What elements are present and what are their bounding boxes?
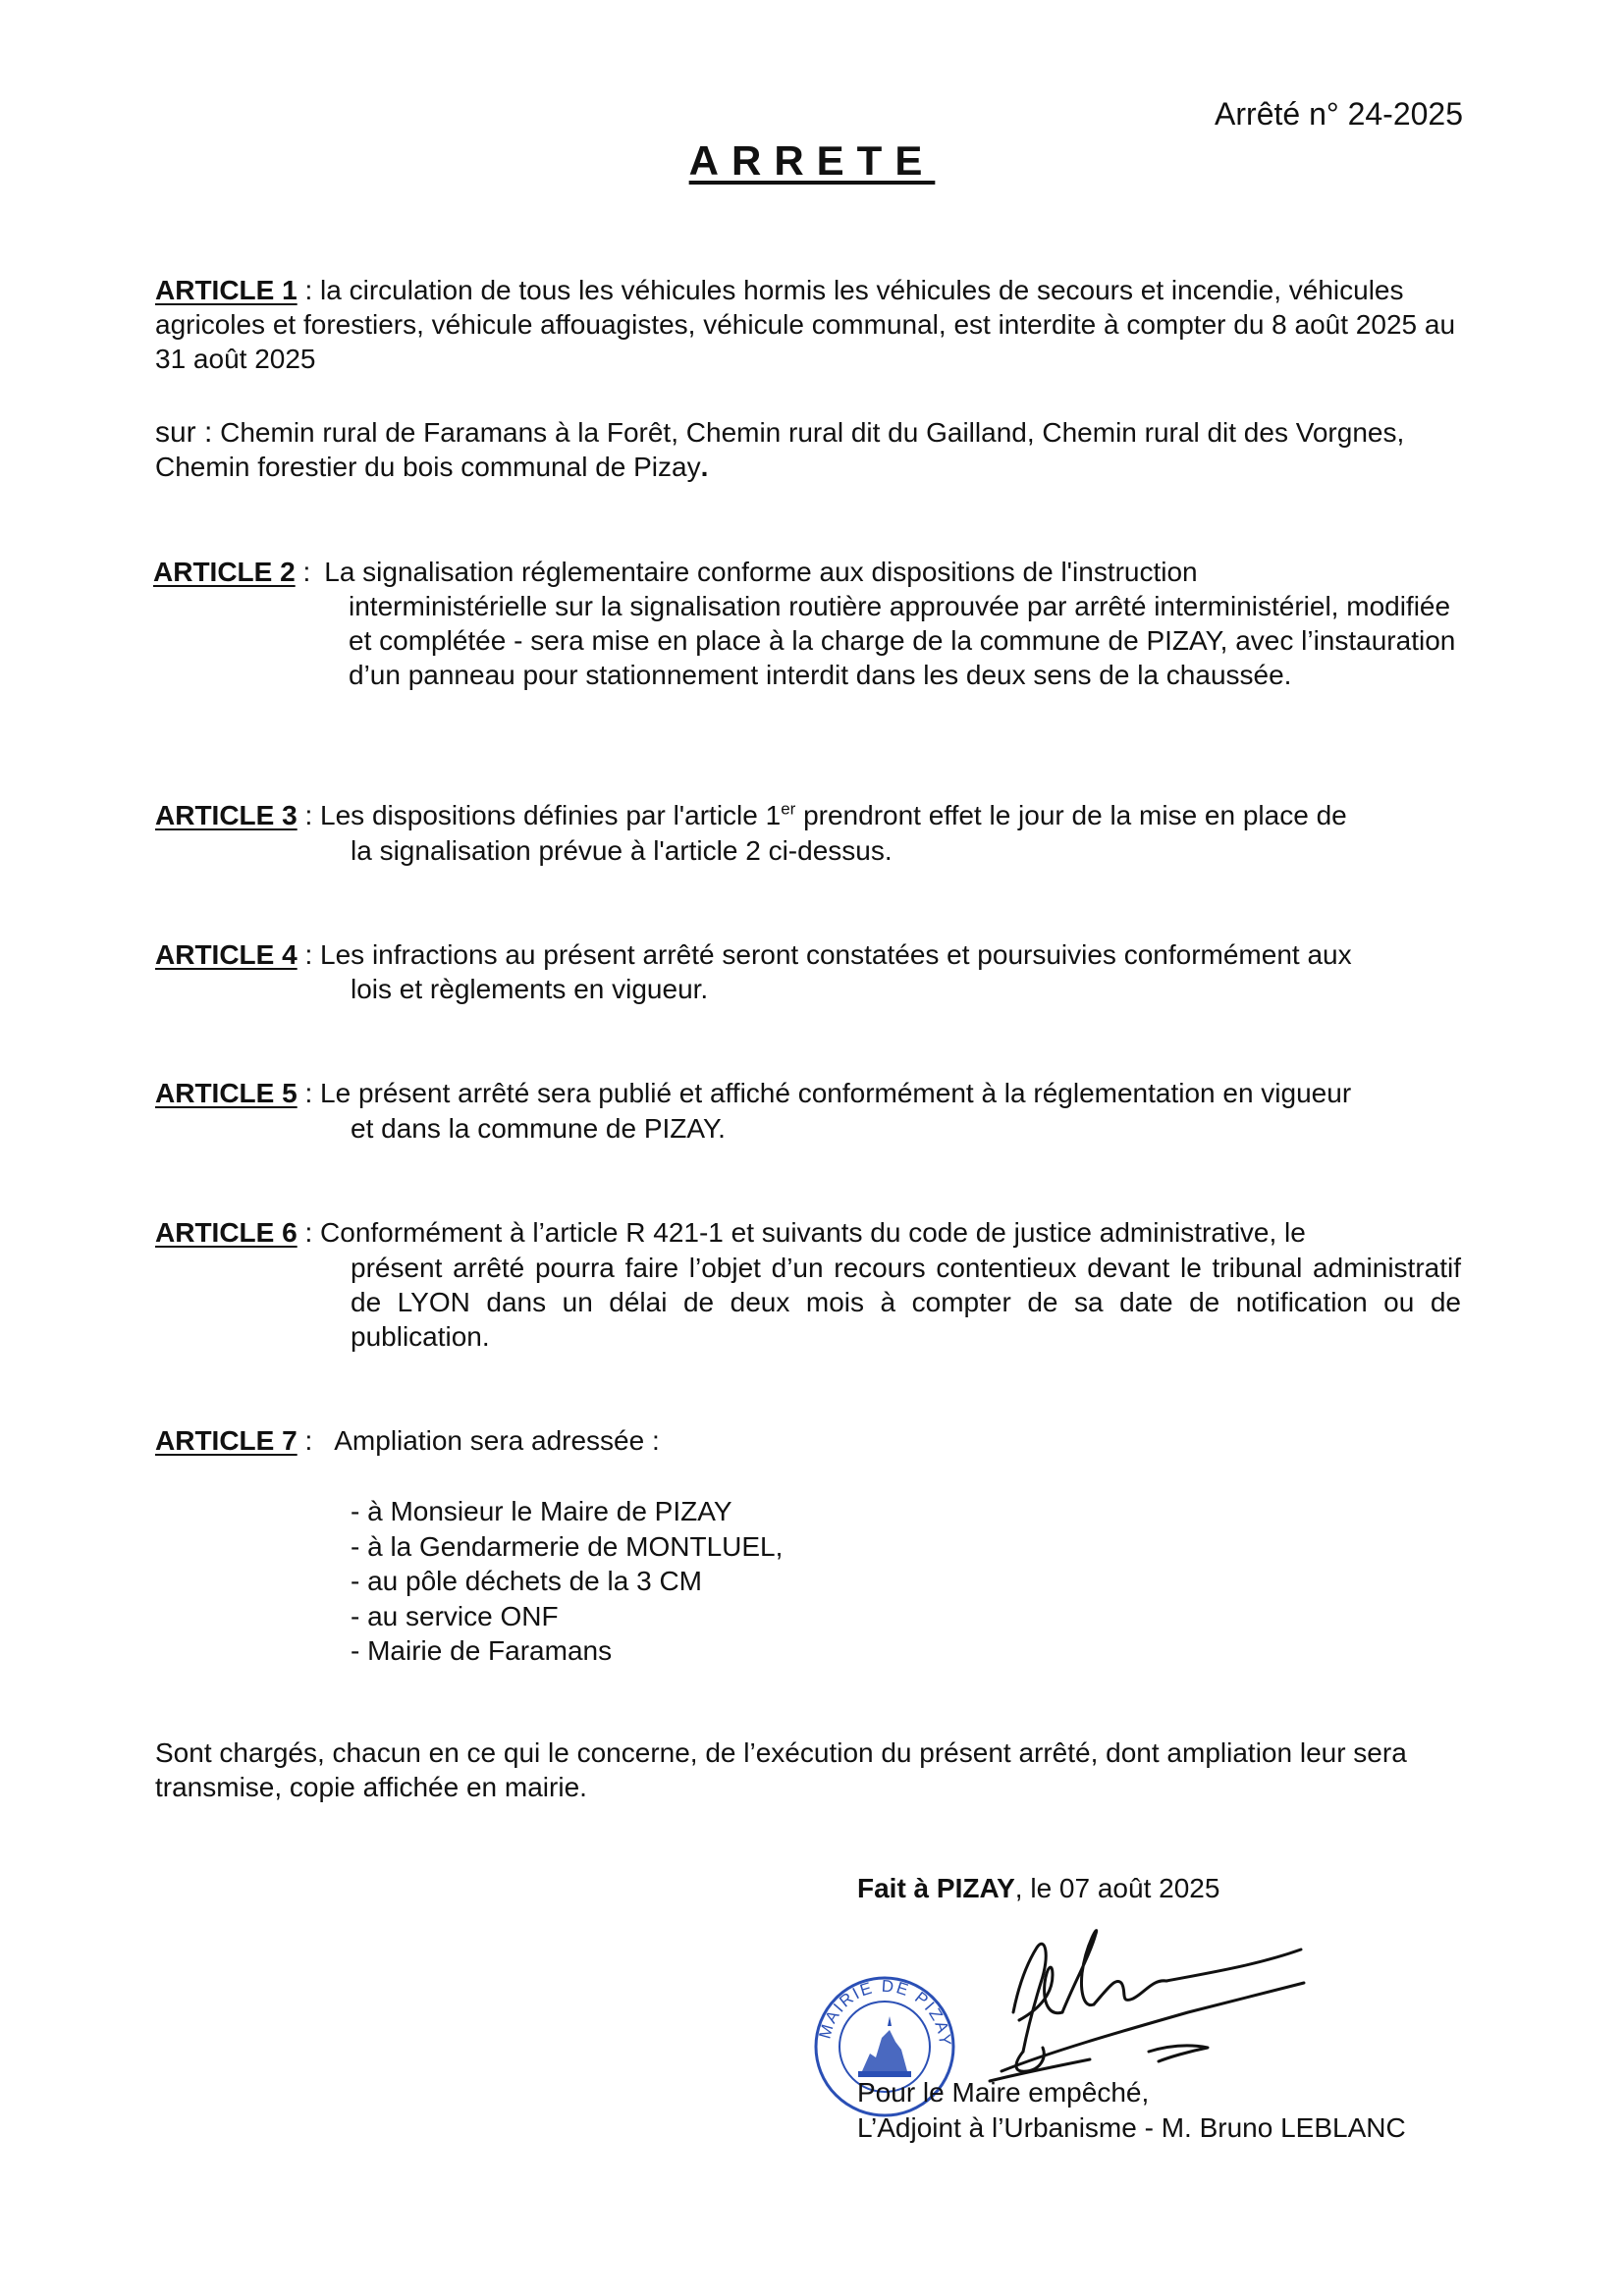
- article-3-first-b: prendront effet le jour de la mise en place de: [795, 800, 1347, 830]
- list-item: - au pôle déchets de la 3 CM: [351, 1566, 702, 1596]
- article-2-label: ARTICLE 2: [153, 557, 296, 587]
- article-2-first-line: [153, 555, 1469, 589]
- article-7-label: ARTICLE 7: [155, 1425, 298, 1456]
- article-1-roads: [155, 415, 1461, 484]
- article-1-label: ARTICLE 1: [155, 275, 298, 305]
- article-4-sep: :: [297, 939, 321, 970]
- list-item: - Mairie de Faramans: [351, 1635, 613, 1666]
- article-2-sep: :: [295, 557, 311, 587]
- article-4-rest: lois et règlements en vigueur.: [351, 974, 709, 1004]
- signature-place-date: [857, 1871, 1219, 1906]
- article-1: [155, 273, 1461, 376]
- article-6-label: ARTICLE 6: [155, 1217, 298, 1248]
- list-item: - à la Gendarmerie de MONTLUEL,: [351, 1530, 784, 1562]
- closing-paragraph: Sont chargés, chacun en ce qui le concerne, de l’exécution du présent arrêté, dont ampliation leur sera transmise, copie affichée en mairie.: [155, 1737, 1407, 1802]
- article-7-first-line: [155, 1423, 660, 1458]
- decree-number: Arrêté n° 24-2025: [1215, 96, 1463, 132]
- article-6-rest: présent arrêté pourra faire l’objet d’un recours contentieux devant le tribunal administratif de LYON dans un délai de deux mois à compter de sa date de notification ou de publication.: [351, 1253, 1461, 1352]
- article-6-first: Conformément à l’article R 421-1 et suivants du code de justice administrative, le: [320, 1217, 1306, 1248]
- article-6-first-line: [155, 1215, 1306, 1250]
- signature-line-2: L’Adjoint à l’Urbanisme - M. Bruno LEBLANC: [857, 2112, 1406, 2143]
- roads-label: sur :: [155, 416, 213, 449]
- article-5-first-line: [155, 1076, 1351, 1110]
- article-2-first: La signalisation réglementaire conforme aux dispositions de l'instruction: [324, 557, 1198, 587]
- roads-end: .: [700, 452, 709, 482]
- signature-line-1: Pour le Maire empêché,: [857, 2077, 1150, 2108]
- article-7-intro: Ampliation sera adressée :: [334, 1425, 660, 1456]
- article-7-sep: :: [297, 1425, 313, 1456]
- article-2-rest: interministérielle sur la signalisation routière approuvée par arrêté interministériel, modifiée et complétée - sera mise en place à la charge de la commune de PIZAY, avec l’instauration d’un panneau pour stationnement interdit dans les deux sens de la chaussée.: [349, 591, 1456, 690]
- article-3-first-line: [155, 798, 1347, 832]
- recipient-list: [351, 1494, 783, 1669]
- article-3-first-a: Les dispositions définies par l'article 1: [320, 800, 782, 830]
- article-5-sep: :: [297, 1078, 321, 1108]
- article-4-label: ARTICLE 4: [155, 939, 298, 970]
- list-item: - à Monsieur le Maire de PIZAY: [351, 1496, 732, 1526]
- article-3-label: ARTICLE 3: [155, 800, 298, 830]
- stamp-text: MAIRIE DE PIZAY: [815, 1976, 955, 2049]
- list-item: - au service ONF: [351, 1600, 559, 1631]
- article-5-first: Le présent arrêté sera publié et affiché conformément à la réglementation en vigueur: [320, 1078, 1352, 1108]
- article-3-sup: er: [781, 799, 796, 819]
- article-3-sep: :: [297, 800, 321, 830]
- article-5-label: ARTICLE 5: [155, 1078, 298, 1108]
- article-5-rest: et dans la commune de PIZAY.: [351, 1113, 726, 1144]
- page-title: ARRETE: [688, 137, 936, 184]
- article-4-first: Les infractions au présent arrêté seront constatées et poursuivies conformément aux: [320, 939, 1352, 970]
- signature-date: , le 07 août 2025: [1014, 1873, 1220, 1903]
- article-3-rest: la signalisation prévue à l'article 2 ci-dessus.: [351, 835, 893, 866]
- article-1-text: la circulation de tous les véhicules hormis les véhicules de secours et incendie, véhicules agricoles et forestiers, véhicule affouagistes, véhicule communal, est interdite à compter du 8 août 2025 au 31 août 2025: [155, 275, 1456, 374]
- signature-place: Fait à PIZAY: [857, 1873, 1015, 1903]
- roads-text: Chemin rural de Faramans à la Forêt, Chemin rural dit du Gailland, Chemin rural dit des Vorgnes, Chemin forestier du bois communal de Pizay: [155, 417, 1405, 482]
- article-1-sep: :: [297, 275, 321, 305]
- article-4-first-line: [155, 937, 1352, 972]
- article-6-sep: :: [297, 1217, 321, 1248]
